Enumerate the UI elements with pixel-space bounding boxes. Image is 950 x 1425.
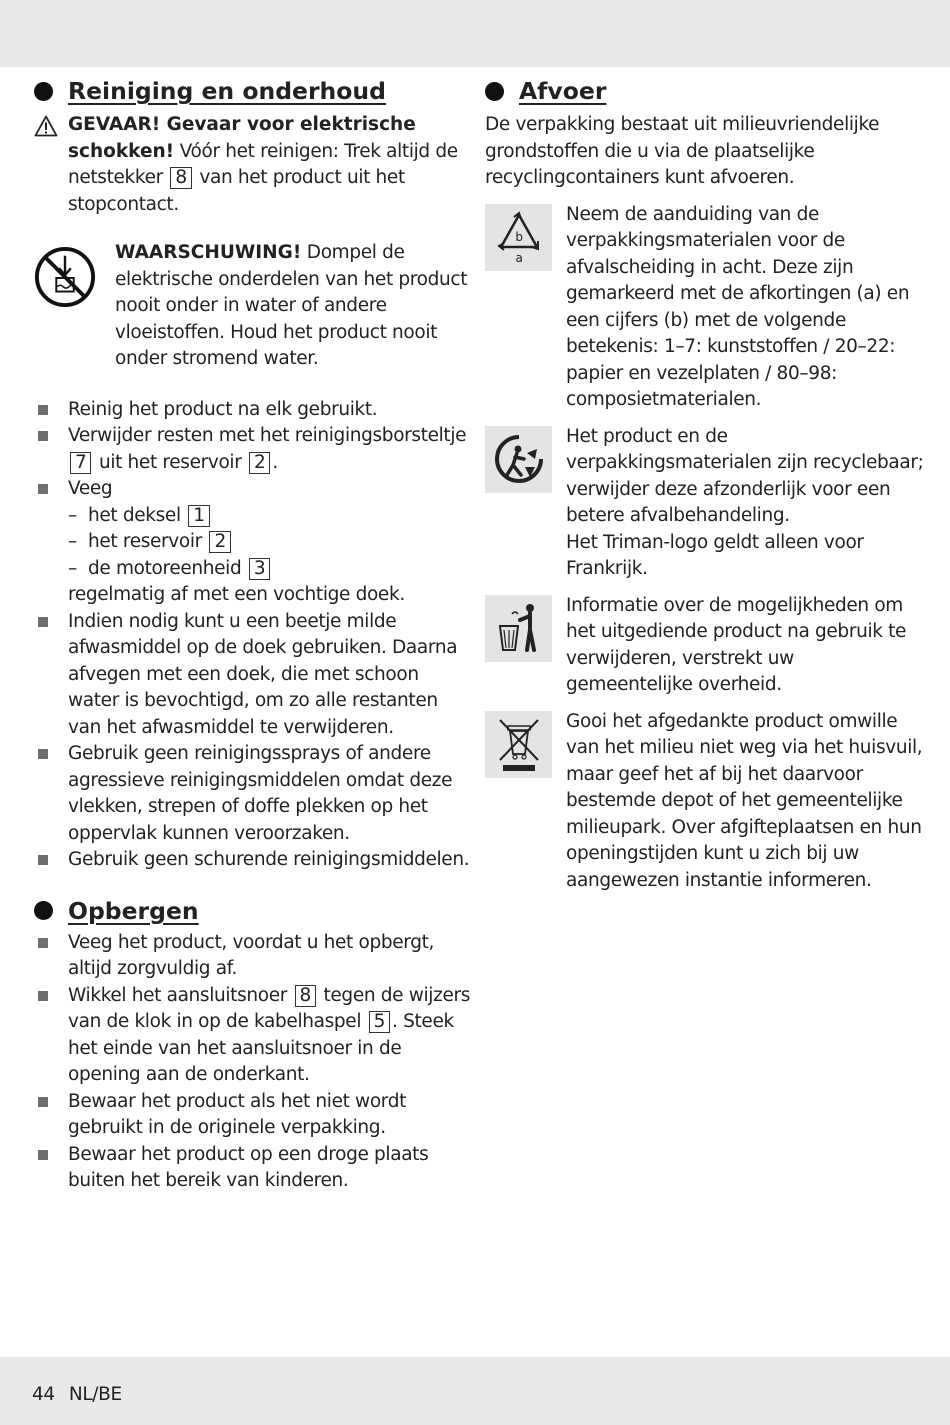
right-column: [485, 74, 925, 894]
disposal-item-waste-bin: Informatie over de mogelijkheden om het uitgediende product na gebruik te verwijderen, verstrekt uw gemeentelijke overheid.: [485, 593, 925, 699]
part-ref: 7: [70, 452, 91, 474]
warning-label: WAARSCHUWING!: [115, 242, 302, 263]
part-ref: 1: [188, 505, 209, 527]
part-ref: 8: [170, 167, 191, 189]
recycling-code-icon: [485, 204, 552, 271]
list-item: Reinig het product na elk gebruikt.: [34, 397, 474, 424]
page-number: 44: [32, 1384, 55, 1405]
language-code: NL/BE: [68, 1384, 122, 1405]
part-ref: 8: [295, 985, 316, 1007]
list-item: Wikkel het aansluitsnoer 8 tegen de wijzers van de klok in op de kabelhaspel 5 . Steek het einde van het aansluitsnoer in de opening aan de onderkant.: [34, 983, 474, 1089]
cleaning-list: [34, 397, 474, 874]
waste-bin-icon: [485, 595, 552, 662]
section-title-disposal: Afvoer: [485, 74, 925, 108]
bullet-dot-icon: [34, 901, 53, 920]
disposal-intro: De verpakking bestaat uit milieuvriendelijke grondstoffen die u via de plaatselijke recyclingcontainers kunt afvoeren.: [485, 114, 880, 188]
bullet-dot-icon: [485, 82, 504, 101]
sub-item: – het deksel 1: [68, 503, 474, 530]
disposal-item-recycling-code: b a Neem de aanduiding van de verpakkingsmaterialen voor de afvalscheiding in acht. Deze zijn gemarkeerd met de afkortingen (a) en een cijfers (b) met de volgende betekenis: 1–7: kunststoffen / 20–22: papier en vezelplaten / 80–98: composietmaterialen.: [485, 202, 925, 414]
warning-triangle-icon: [34, 115, 58, 137]
svg-text:a: a: [514, 251, 523, 265]
sub-item: – de motoreenheid 3: [68, 556, 474, 583]
list-item: Bewaar het product als het niet wordt gebruikt in de originele verpakking.: [34, 1089, 474, 1142]
bullet-dot-icon: [34, 82, 53, 101]
bottom-bar: [0, 1357, 950, 1425]
top-bar: [0, 0, 950, 67]
disposal-item-triman: Het product en de verpakkingsmaterialen zijn recyclebaar; verwijder deze afzonderlijk voor een betere afvalbehandeling. Het Triman-logo geldt alleen voor Frankrijk.: [485, 424, 925, 583]
list-item: Gebruik geen schurende reinigingsmiddelen.: [34, 847, 474, 874]
list-item: Indien nodig kunt u een beetje milde afwasmiddel op de doek gebruiken. Daarna afvegen met een doek, die met schoon water is bevochtigd, om zo alle restanten van het afwasmiddel te verwijderen.: [34, 609, 474, 742]
svg-text:b: b: [514, 230, 523, 244]
warning-notice: WAARSCHUWING! Dompel de elektrische onderdelen van het product nooit onder in water of andere vloeistoffen. Houd het product nooit onder stromend water.: [34, 240, 474, 373]
list-item: Gebruik geen reinigingssprays of andere agressieve reinigingsmiddelen omdat deze vlekken, strepen of doffe plekken op het oppervlak kunnen veroorzaken.: [34, 741, 474, 847]
section-title-cleaning: Reiniging en onderhoud: [34, 74, 474, 108]
list-item: Veeg – het deksel 1 – het reservoir 2 – de motoreenheid 3 regelmatig af met een vochtige doek.: [34, 476, 474, 609]
left-column: [34, 74, 474, 1195]
sub-item: – het reservoir 2: [68, 529, 474, 556]
disposal-item-weee: Gooi het afgedankte product omwille van het milieu niet weg via het huisvuil, maar geef het af bij het daarvoor bestemde depot of het gemeentelijke milieupark. Over afgifteplaatsen en hun openingstijden kunt u zich bij uw aangewezen instantie informeren.: [485, 709, 925, 895]
storage-list: [34, 930, 474, 1195]
part-ref: 3: [249, 558, 270, 580]
section-title-storage: Opbergen: [34, 894, 474, 928]
crossed-bin-icon: [485, 711, 552, 778]
triman-icon: [485, 426, 552, 493]
part-ref: 5: [369, 1011, 390, 1033]
list-item: Bewaar het product op een droge plaats buiten het bereik van kinderen.: [34, 1142, 474, 1195]
list-item: Veeg het product, voordat u het opbergt, altijd zorgvuldig af.: [34, 930, 474, 983]
no-immersion-icon: [34, 246, 96, 308]
page-footer: [32, 1382, 122, 1409]
part-ref: 2: [249, 452, 270, 474]
danger-notice: GEVAAR! Gevaar voor elektrische schokken! Vóór het reinigen: Trek altijd de netstekker 8 van het product uit het stopcontact.: [34, 112, 474, 218]
danger-label: GEVAAR! Gevaar voor elektrische schokken!: [68, 114, 416, 162]
part-ref: 2: [209, 531, 230, 553]
list-item: Verwijder resten met het reinigingsborsteltje 7 uit het reservoir 2 .: [34, 423, 474, 476]
